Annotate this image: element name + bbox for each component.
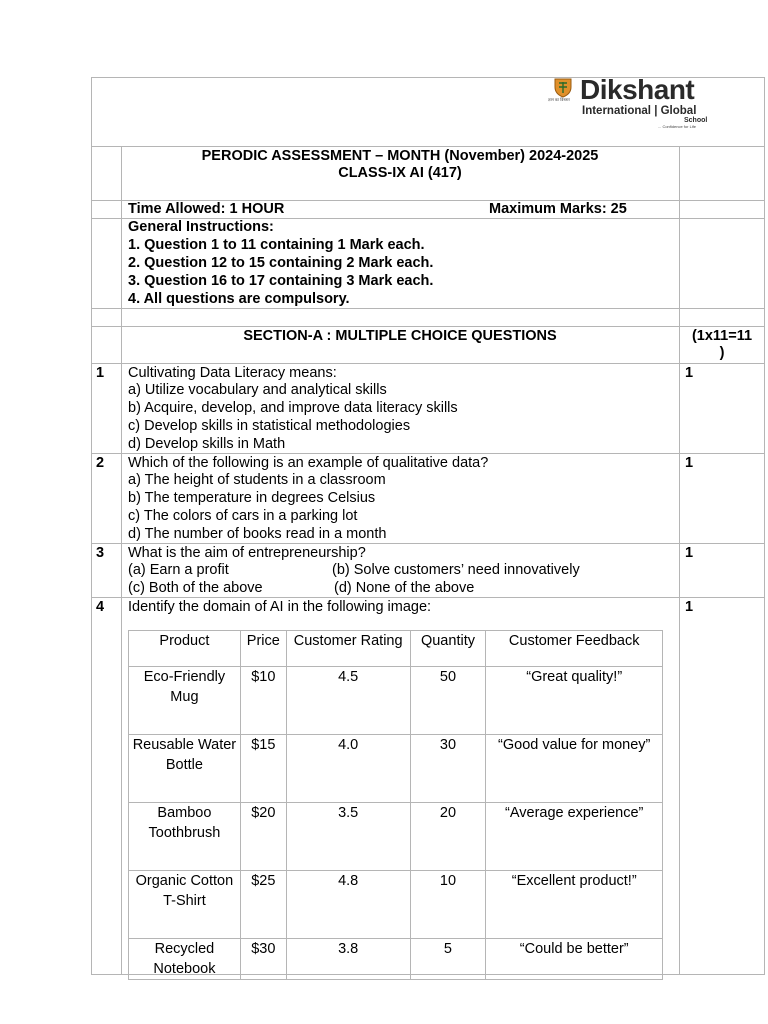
logo-school: School [684,117,708,124]
question-option: b) Acquire, develop, and improve data literacy skills [128,400,458,416]
product-feedback: “Great quality!” [486,667,663,735]
product-quantity: 30 [410,735,486,803]
question-option: d) The number of books read in a month [128,526,387,542]
question-option: (c) Both of the above [128,580,263,596]
logo-tagline: ज्ञान का विस्तार [548,97,570,102]
question-option: (b) Solve customers’ need innovatively [332,562,580,578]
question-text: What is the aim of entrepreneurship? [128,545,366,561]
section-marks: (1x11=11 [691,328,753,344]
question-number: 1 [96,365,105,381]
product-price: $10 [240,667,286,735]
question-number: 4 [96,599,105,615]
logo-name: Dikshant [580,74,695,105]
instruction-item: 4. All questions are compulsory. [128,291,350,307]
section-marks-cont: ) [719,345,725,361]
logo-subtitle: International | Global [582,105,697,117]
maximum-marks: Maximum Marks: 25 [489,201,627,217]
school-logo [548,76,718,132]
question-marks: 1 [685,365,694,381]
product-name: Organic Cotton T-Shirt [129,871,241,939]
product-price: $20 [240,803,286,871]
table-header-row [129,631,663,667]
product-quantity: 50 [410,667,486,735]
instruction-item: 1. Question 1 to 11 containing 1 Mark each. [128,237,425,253]
column-header: Customer Rating [286,631,410,667]
table-row [129,667,663,735]
product-quantity: 10 [410,871,486,939]
class-title: CLASS-IX AI (417) [338,165,462,181]
product-rating: 4.8 [286,871,410,939]
row-divider [91,308,765,309]
product-name: Reusable Water Bottle [129,735,241,803]
question-option: b) The temperature in degrees Celsius [128,490,376,506]
product-feedback: “Average experience” [486,803,663,871]
exam-title: PERODIC ASSESSMENT – MONTH (November) 2024-2025 [201,148,599,164]
column-header: Customer Feedback [486,631,663,667]
column-header: Quantity [410,631,486,667]
question-option: d) Develop skills in Math [128,436,286,452]
product-rating: 4.0 [286,735,410,803]
product-name: Eco-Friendly Mug [129,667,241,735]
time-allowed: Time Allowed: 1 HOUR [128,201,285,217]
table-row [129,803,663,871]
question-marks: 1 [685,545,694,561]
table-row [129,939,663,980]
question-option: a) Utilize vocabulary and analytical skills [128,382,387,398]
column-divider [679,146,680,975]
column-divider [121,146,122,975]
column-header: Product [129,631,241,667]
product-quantity: 5 [410,939,486,980]
product-table [128,630,663,980]
question-text: Which of the following is an example of qualitative data? [128,455,489,471]
instruction-item: 3. Question 16 to 17 containing 3 Mark each. [128,273,434,289]
instruction-item: 2. Question 12 to 15 containing 2 Mark each. [128,255,434,271]
question-option: c) The colors of cars in a parking lot [128,508,358,524]
question-text: Cultivating Data Literacy means: [128,365,337,381]
product-price: $15 [240,735,286,803]
question-option: a) The height of students in a classroom [128,472,386,488]
question-option: (a) Earn a profit [128,562,229,578]
column-header: Price [240,631,286,667]
product-feedback: “Could be better” [486,939,663,980]
product-rating: 4.5 [286,667,410,735]
product-quantity: 20 [410,803,486,871]
question-text: Identify the domain of AI in the following image: [128,599,432,615]
section-title: SECTION-A : MULTIPLE CHOICE QUESTIONS [243,328,557,344]
shield-icon [552,78,574,98]
product-feedback: “Excellent product!” [486,871,663,939]
table-row [129,871,663,939]
question-marks: 1 [685,599,694,615]
product-price: $25 [240,871,286,939]
product-rating: 3.5 [286,803,410,871]
question-number: 3 [96,545,105,561]
product-feedback: “Good value for money” [486,735,663,803]
logo-motto: ... Confidence for Life [658,124,697,129]
product-name: Bamboo Toothbrush [129,803,241,871]
question-marks: 1 [685,455,694,471]
product-rating: 3.8 [286,939,410,980]
product-name: Recycled Notebook [129,939,241,980]
question-option: (d) None of the above [334,580,475,596]
question-number: 2 [96,455,105,471]
table-row [129,735,663,803]
product-price: $30 [240,939,286,980]
instructions-heading: General Instructions: [128,219,274,235]
question-option: c) Develop skills in statistical methodologies [128,418,411,434]
